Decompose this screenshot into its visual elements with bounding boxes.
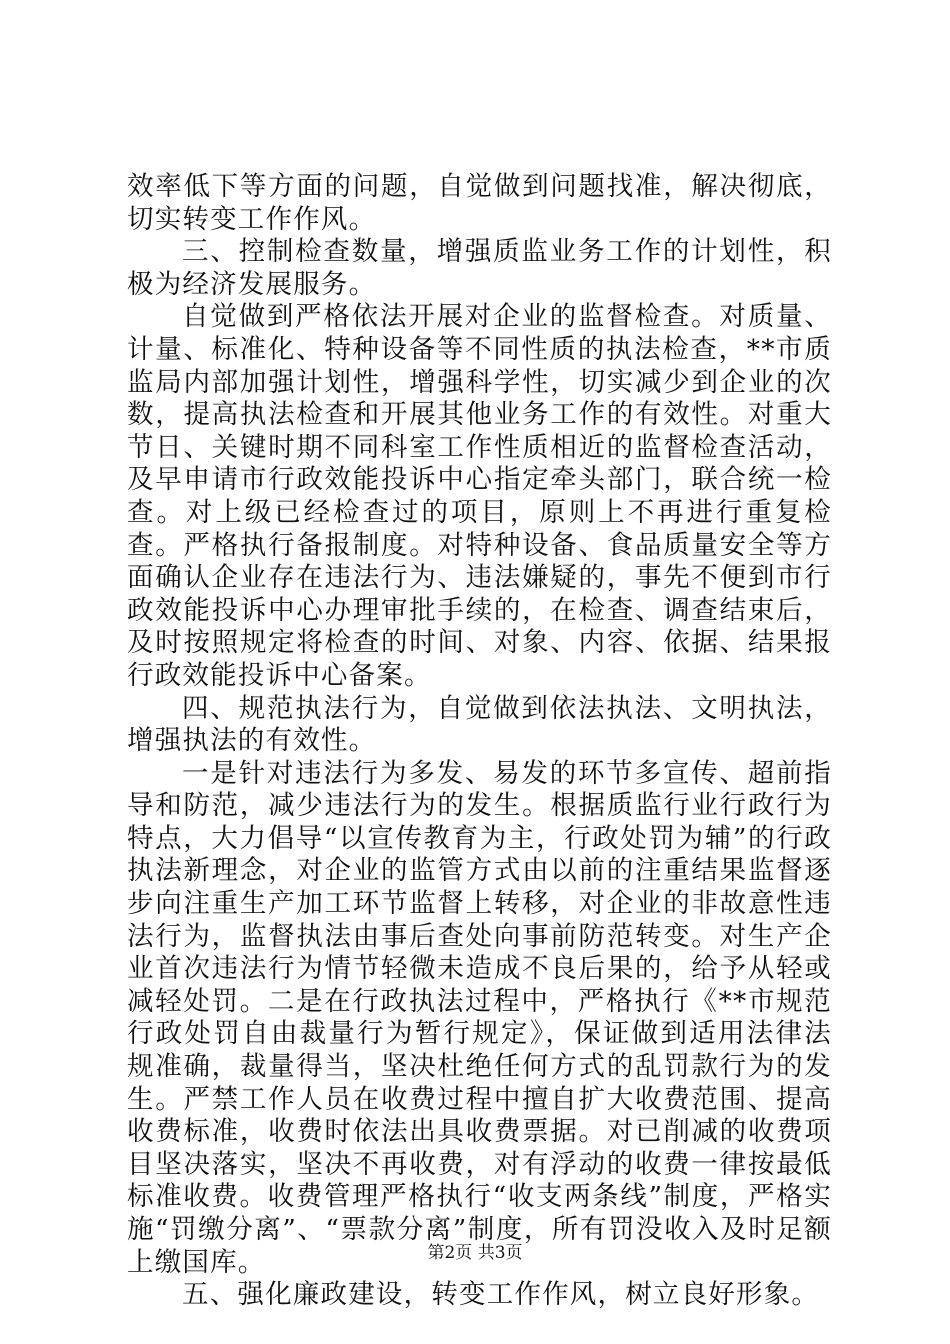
paragraph-supervision: 自觉做到严格依法开展对企业的监督检查。对质量、计量、标准化、特种设备等不同性质的执法检查，**市质监局内部加强计划性，增强科学性，切实减少到企业的次数，提高执法检查和开展其他业务工作的有效性。对重大节日、关键时期不同科室工作性质相近的监督检查活动，及早申请市行政效能投诉中心指定牵头部门，联合统一检查。对上级已经检查过的项目，原则上不再进行重复检查。严格执行备报制度。对特种设备、食品质量安全等方面确认企业存在违法行为、违法嫌疑的，事先不便到市行政效能投诉中心办理审批手续的，在检查、调查结束后，及时按照规定将检查的时间、对象、内容、依据、结果报行政效能投诉中心备案。 — [127, 301, 832, 691]
document-body — [127, 171, 832, 1312]
section-heading-3: 三、控制检查数量，增强质监业务工作的计划性，积极为经济发展服务。 — [127, 236, 832, 300]
section-heading-4: 四、规范执法行为，自觉做到依法执法、文明执法，增强执法的有效性。 — [127, 692, 832, 757]
paragraph-continuation: 效率低下等方面的问题，自觉做到问题找准，解决彻底，切实转变工作作风。 — [127, 171, 832, 235]
section-heading-5: 五、强化廉政建设，转变工作作风，树立良好形象。 — [182, 1279, 820, 1311]
paragraph-enforcement: 一是针对违法行为多发、易发的环节多宣传、超前指导和防范，减少违法行为的发生。根据质监行业行政行为特点，大力倡导“以宣传教育为主，行政处罚为辅”的行政执法新理念，对企业的监管方式由以前的注重结果监督逐步向注重生产加工环节监督上转移，对企业的非故意性违法行为，监督执法由事后查处向事前防范转变。对生产企业首次违法行为情节轻微未造成不良后果的，给予从轻或减轻处罚。二是在行政执法过程中，严格执行《**市规范行政处罚自由裁量行为暂行规定》，保证做到适用法律法规准确，裁量得当，坚决杜绝任何方式的乱罚款行为的发生。严禁工作人员在收费过程中擅自扩大收费范围、提高收费标准，收费时依法出具收费票据。对已削减的收费项目坚决落实，坚决不再收费，对有浮动的收费一律按最低标准收费。收费管理严格执行“收支两条线”制度，严格实施“罚缴分离”、“票款分离”制度，所有罚没收入及时足额上缴国库。 — [127, 757, 832, 1278]
page-number-footer: 第2页 共3页 — [427, 1243, 523, 1263]
